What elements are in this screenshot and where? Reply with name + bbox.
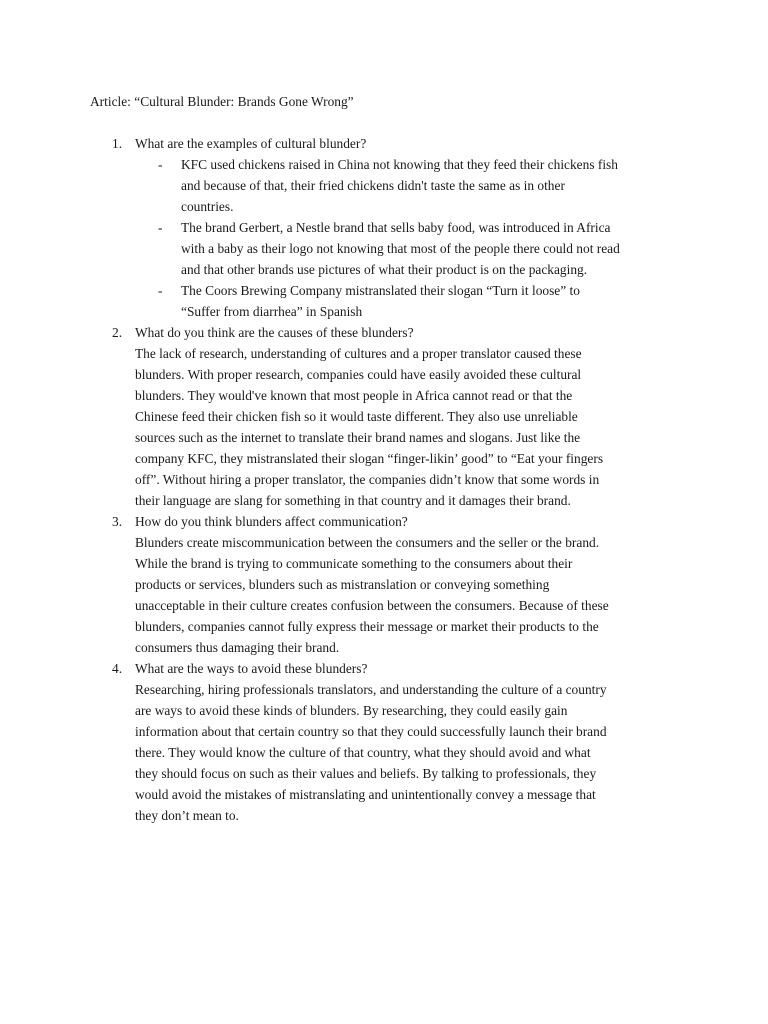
- bullet-dash: -: [158, 157, 163, 172]
- question-text: What do you think are the causes of these blunders?: [135, 325, 414, 340]
- question-number: 2.: [112, 325, 123, 340]
- answer-line: they should focus on such as their values and beliefs. By talking to professionals, they: [135, 766, 597, 781]
- answer-line: information about that certain country so that they could successfully launch their brand: [135, 724, 607, 739]
- answer-line: there. They would know the culture of that country, what they should avoid and what: [135, 745, 591, 760]
- question-3: [112, 511, 672, 658]
- question-text: What are the ways to avoid these blunders?: [135, 661, 368, 676]
- question-number: 3.: [112, 514, 123, 529]
- answer-line: unacceptable in their culture creates confusion between the consumers. Because of these: [135, 598, 609, 613]
- question-2: [112, 322, 672, 511]
- bullet-line: countries.: [181, 199, 234, 214]
- bullet-line: The Coors Brewing Company mistranslated their slogan “Turn it loose” to: [181, 283, 580, 298]
- answer-line: Chinese feed their chicken fish so it would taste different. They also use unreliable: [135, 409, 578, 424]
- bullet-dash: -: [158, 220, 163, 235]
- answer-line: blunders. With proper research, companies could have easily avoided these cultural: [135, 367, 582, 382]
- bullet-line: with a baby as their logo not knowing that most of the people there could not read: [181, 241, 620, 256]
- list-item: [112, 280, 672, 322]
- answer-line: are ways to avoid these kinds of blunders. By researching, they could easily gain: [135, 703, 568, 718]
- question-number: 1.: [112, 136, 123, 151]
- answer-line: company KFC, they mistranslated their slogan “finger-likin’ good” to “Eat your fingers: [135, 451, 604, 466]
- answer-line: would avoid the mistakes of mistranslating and unintentionally convey a message that: [135, 787, 596, 802]
- bullet-line: and that other brands use pictures of what their product is on the packaging.: [181, 262, 588, 277]
- example-list: [112, 154, 672, 322]
- answer-line: products or services, blunders such as mistranslation or conveying something: [135, 577, 550, 592]
- list-item: [112, 217, 672, 280]
- answer-line: Researching, hiring professionals translators, and understanding the culture of a country: [135, 682, 607, 697]
- answer-line: Blunders create miscommunication between the consumers and the seller or the brand.: [135, 535, 600, 550]
- question-text: How do you think blunders affect communication?: [135, 514, 408, 529]
- bullet-line: The brand Gerbert, a Nestle brand that sells baby food, was introduced in Africa: [181, 220, 611, 235]
- answer-line: off”. Without hiring a proper translator, the companies didn’t know that some words in: [135, 472, 600, 487]
- question-1: [112, 133, 672, 322]
- question-number: 4.: [112, 661, 123, 676]
- question-4: [112, 658, 672, 826]
- answer-line: they don’t mean to.: [135, 808, 239, 823]
- question-text: What are the examples of cultural blunder?: [135, 136, 367, 151]
- answer-paragraph: [135, 343, 680, 511]
- article-title: Article: “Cultural Blunder: Brands Gone Wrong”: [90, 94, 354, 109]
- answer-line: While the brand is trying to communicate something to the consumers about their: [135, 556, 573, 571]
- bullet-line: “Suffer from diarrhea” in Spanish: [181, 304, 363, 319]
- bullet-line: and because of that, their fried chickens didn't taste the same as in other: [181, 178, 565, 193]
- answer-line: blunders. They would've known that most people in Africa cannot read or that the: [135, 388, 573, 403]
- answer-paragraph: [135, 679, 680, 826]
- answer-paragraph: [135, 532, 680, 658]
- list-item: [112, 154, 672, 217]
- answer-line: their language are slang for something in that country and it damages their brand.: [135, 493, 571, 508]
- bullet-line: KFC used chickens raised in China not knowing that they feed their chickens fish: [181, 157, 618, 172]
- bullet-dash: -: [158, 283, 163, 298]
- answer-line: consumers thus damaging their brand.: [135, 640, 340, 655]
- answer-line: blunders, companies cannot fully express their message or market their products to the: [135, 619, 599, 634]
- answer-line: The lack of research, understanding of cultures and a proper translator caused these: [135, 346, 582, 361]
- answer-line: sources such as the internet to translate their brand names and slogans. Just like the: [135, 430, 581, 445]
